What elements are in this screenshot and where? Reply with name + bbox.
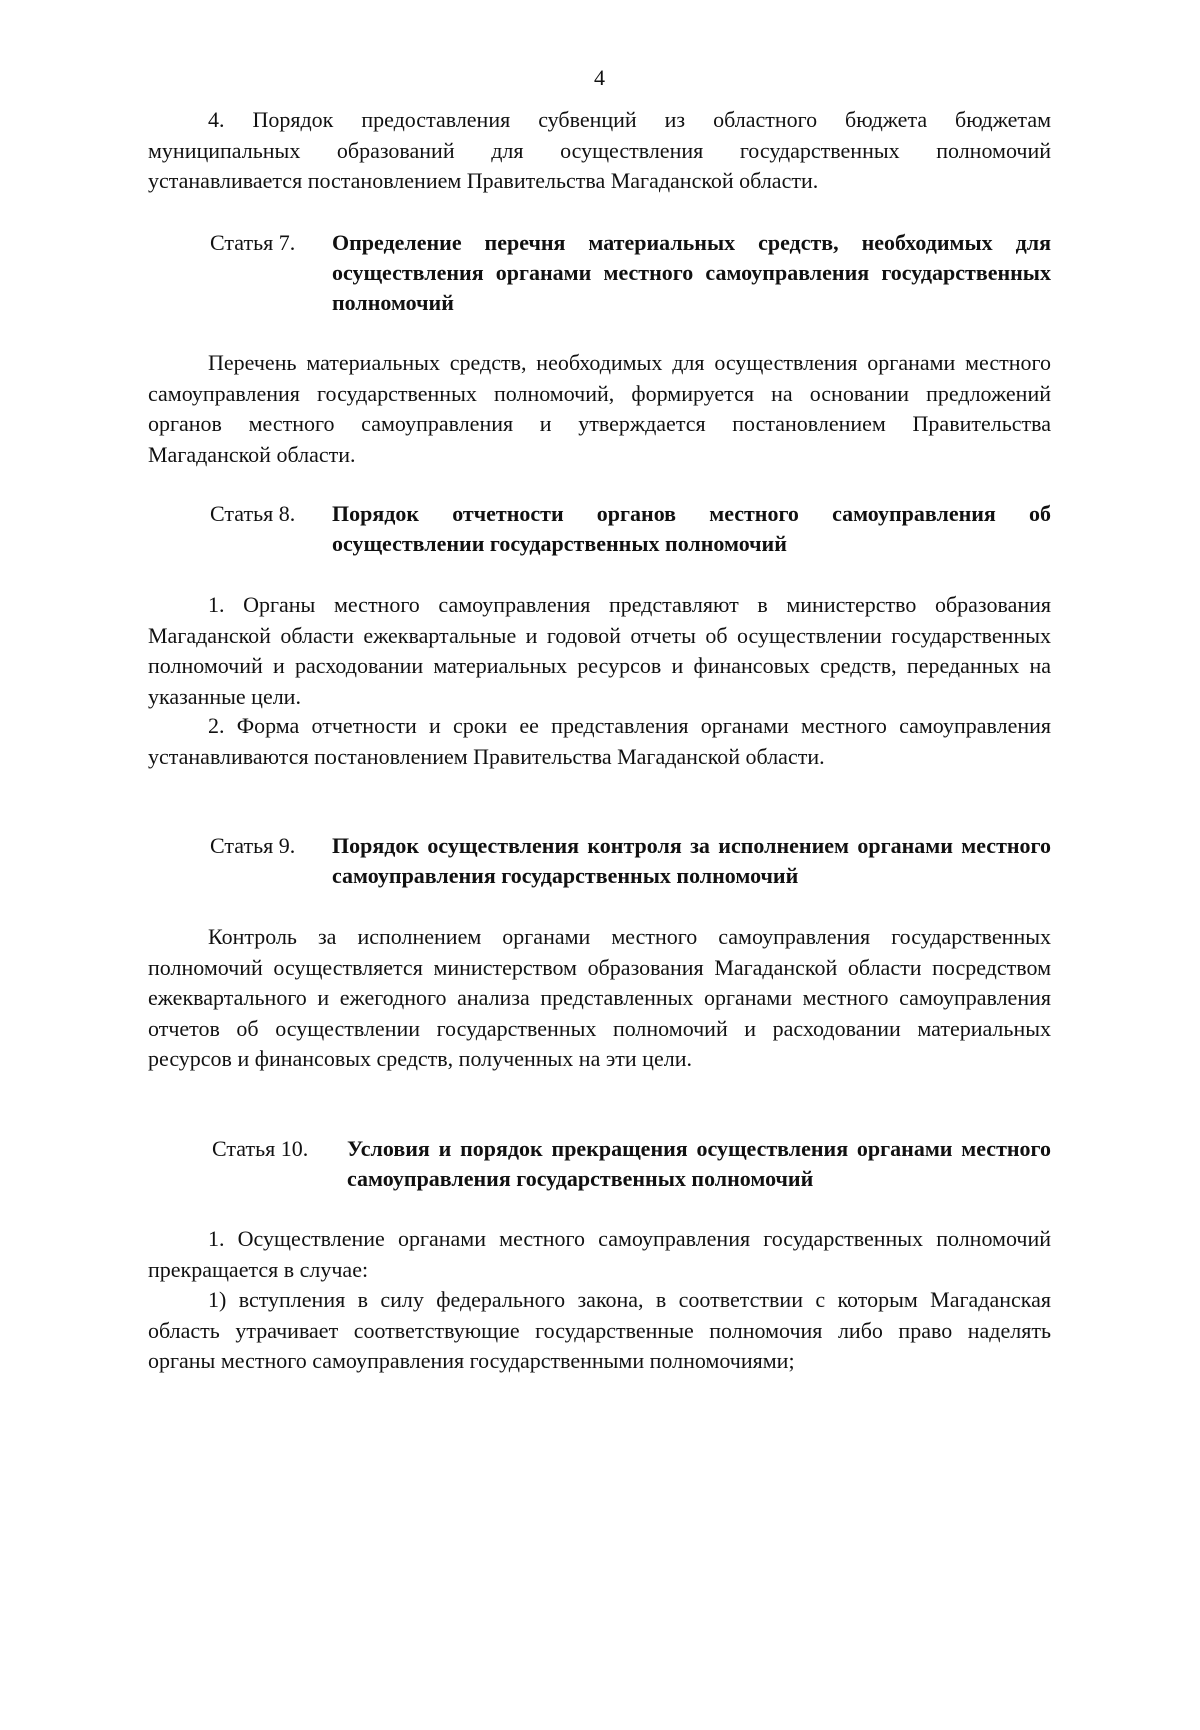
article-9-title: Порядок осуществления контроля за исполнением органами местного самоуправления государственных полномочий — [332, 833, 1051, 888]
article-10-number: Статья 10. — [212, 1136, 309, 1161]
article-9-heading — [148, 831, 1051, 891]
article-8-title: Порядок отчетности органов местного самоуправления об осуществлении государственных полномочий — [332, 501, 1051, 556]
paragraph-reporting-1: 1. Органы местного самоуправления представляют в министерство образования Магаданской области ежеквартальные и годовой отчеты об осуществлении государственных полномочий и расходовании материальных ресурсов и финансовых средств, переданных на указанные цели. — [148, 592, 1051, 709]
paragraph-control: Контроль за исполнением органами местного самоуправления государственных полномочий осуществляется министерством образования Магаданской области посредством ежеквартального и ежегодного анализа представленных органами местного самоуправления отчетов об осуществлении государственных полномочий и расходовании материальных ресурсов и финансовых средств, полученных на эти цели. — [148, 924, 1051, 1071]
article-9-number: Статья 9. — [210, 833, 296, 858]
article-10-title: Условия и порядок прекращения осуществления органами местного самоуправления государственных полномочий — [347, 1136, 1051, 1191]
document-page — [148, 0, 1051, 1563]
article-7-title: Определение перечня материальных средств, необходимых для осуществления органами местного самоуправления государственных полномочий — [332, 230, 1051, 315]
paragraph-termination-1-1: 1) вступления в силу федерального закона, в соответствии с которым Магаданская область утрачивает соответствующие государственные полномочия либо право наделять органы местного самоуправления государственными полномочиями; — [148, 1287, 1051, 1373]
article-7-heading — [148, 228, 1051, 318]
article-8-number: Статья 8. — [210, 501, 296, 526]
article-7-number: Статья 7. — [210, 230, 296, 255]
paragraph-material-means-list: Перечень материальных средств, необходимых для осуществления органами местного самоуправления государственных полномочий, формируется на основании предложений органов местного самоуправления и утверждается постановлением Правительства Магаданской области. — [148, 350, 1051, 467]
paragraph-termination-1: 1. Осуществление органами местного самоуправления государственных полномочий прекращается в случае: — [148, 1226, 1051, 1282]
paragraph-reporting-2: 2. Форма отчетности и сроки ее представления органами местного самоуправления устанавливаются постановлением Правительства Магаданской области. — [148, 713, 1051, 769]
page-number: 4 — [594, 65, 605, 90]
article-10-heading — [148, 1134, 1051, 1194]
paragraph-subvention-procedure: 4. Порядок предоставления субвенций из областного бюджета бюджетам муниципальных образований для осуществления государственных полномочий устанавливается постановлением Правительства Магаданской области. — [148, 107, 1051, 193]
article-8-heading — [148, 499, 1051, 559]
